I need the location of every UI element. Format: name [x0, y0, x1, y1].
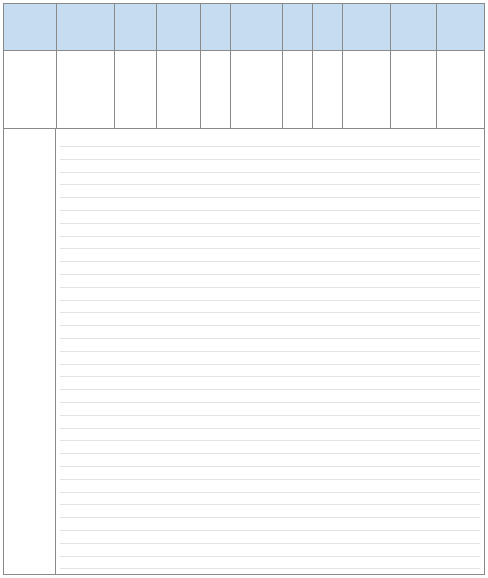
note-line [60, 134, 480, 147]
note-line [60, 211, 480, 224]
row-cell [390, 50, 436, 128]
notes-section [4, 128, 484, 574]
note-line [60, 288, 480, 301]
note-line [60, 352, 480, 365]
header-cell [390, 4, 436, 50]
note-line [60, 313, 480, 326]
row-cell [342, 50, 390, 128]
note-line [60, 339, 480, 352]
note-line [60, 505, 480, 518]
note-line [60, 326, 480, 339]
listing-table [3, 3, 485, 575]
note-line [60, 428, 480, 441]
header-cell [230, 4, 282, 50]
header-cell [200, 4, 230, 50]
row-cell [312, 50, 342, 128]
row-cell [4, 50, 56, 128]
note-line [60, 518, 480, 531]
note-line [60, 275, 480, 288]
note-line [60, 377, 480, 390]
note-line [60, 236, 480, 249]
header-cell [282, 4, 312, 50]
note-line [60, 172, 480, 185]
row-cell [114, 50, 156, 128]
note-line [60, 480, 480, 493]
table-row [4, 50, 484, 129]
row-cell [156, 50, 200, 128]
row-cell [436, 50, 484, 128]
table-header [4, 4, 484, 51]
header-cell [114, 4, 156, 50]
note-line [60, 403, 480, 416]
note-line [60, 467, 480, 480]
note-line [60, 224, 480, 237]
note-line [60, 249, 480, 262]
header-cell [4, 4, 56, 50]
note-line [60, 492, 480, 505]
note-line [60, 390, 480, 403]
note-line [60, 185, 480, 198]
note-line [60, 556, 480, 569]
note-line [60, 416, 480, 429]
header-cell [156, 4, 200, 50]
note-line [60, 147, 480, 160]
header-cell [342, 4, 390, 50]
note-line [60, 262, 480, 275]
note-line [60, 544, 480, 557]
row-cell [282, 50, 312, 128]
note-line [60, 160, 480, 173]
header-cell [56, 4, 114, 50]
note-line [60, 531, 480, 544]
notes-label-cell [4, 128, 56, 574]
note-line [60, 441, 480, 454]
note-line [60, 364, 480, 377]
row-cell [230, 50, 282, 128]
note-line [60, 198, 480, 211]
note-line [60, 454, 480, 467]
note-line [60, 300, 480, 313]
row-cell [56, 50, 114, 128]
header-cell [436, 4, 484, 50]
row-cell [200, 50, 230, 128]
header-cell [312, 4, 342, 50]
